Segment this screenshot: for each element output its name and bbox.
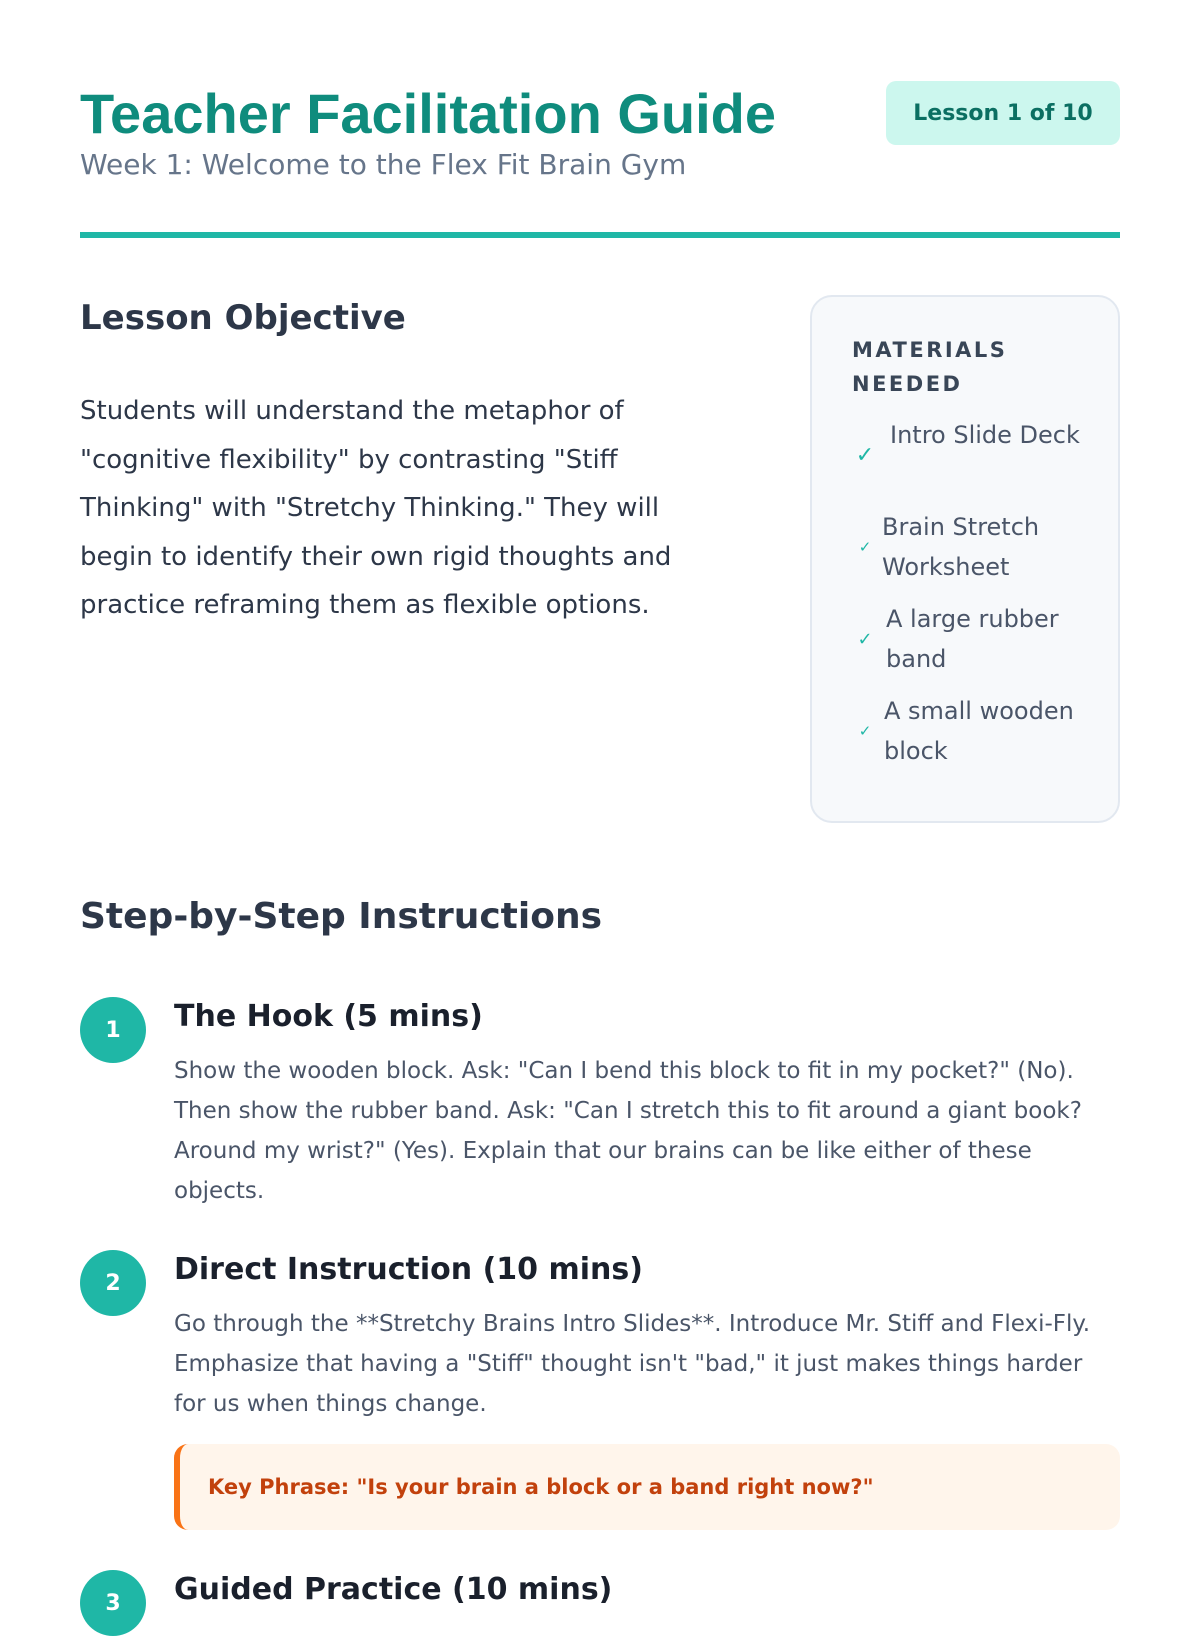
key-phrase-callout: Key Phrase: "Is your brain a block or a band right now?" bbox=[174, 1444, 1120, 1530]
check-icon: ✓ bbox=[855, 442, 875, 468]
page-subtitle: Week 1: Welcome to the Flex Fit Brain Gym bbox=[80, 148, 687, 181]
material-item bbox=[852, 691, 1092, 771]
objective-heading: Lesson Objective bbox=[80, 298, 406, 338]
step-item bbox=[80, 1250, 1120, 1540]
check-icon: ✓ bbox=[858, 722, 872, 740]
material-label: A large rubber band bbox=[886, 605, 1059, 673]
step-title: Guided Practice (10 mins) bbox=[174, 1572, 613, 1607]
check-icon: ✓ bbox=[858, 538, 872, 556]
materials-title: MATERIALS NEEDED bbox=[852, 338, 1008, 396]
material-label: Brain Stretch Worksheet bbox=[882, 513, 1040, 581]
objective-text: Students will understand the metaphor of "cognitive flexibility" by contrasting "Stiff Thinking" with "Stretchy Thinking." They will begin to identify their own rigid thoughts and practice reframing them as flexible options. bbox=[80, 396, 672, 620]
header-divider bbox=[80, 232, 1120, 238]
guide-header bbox=[80, 78, 1120, 238]
step-title: Direct Instruction (10 mins) bbox=[174, 1252, 643, 1287]
lesson-badge: Lesson 1 of 10 bbox=[886, 81, 1120, 145]
step-number: 3 bbox=[80, 1570, 146, 1636]
material-label: A small wooden block bbox=[884, 697, 1074, 765]
material-item bbox=[852, 415, 1092, 495]
facilitation-guide-page bbox=[80, 0, 1120, 1616]
check-icon: ✓ bbox=[857, 628, 873, 650]
step-title: The Hook (5 mins) bbox=[174, 999, 483, 1034]
step-number: 2 bbox=[80, 1250, 146, 1316]
material-item bbox=[852, 507, 1092, 587]
material-item bbox=[852, 599, 1092, 679]
instructions-heading: Step-by-Step Instructions bbox=[80, 896, 603, 937]
material-label: Intro Slide Deck bbox=[890, 421, 1080, 449]
step-number: 1 bbox=[80, 997, 146, 1063]
step-item bbox=[80, 997, 1120, 1207]
page-title: Teacher Facilitation Guide bbox=[80, 82, 777, 145]
materials-card bbox=[810, 295, 1120, 823]
step-body: Show the wooden block. Ask: "Can I bend this block to fit in my pocket?" (No). Then show the rubber band. Ask: "Can I stretch this to fit around a giant book? Around my wrist?" (Yes). Explain that our brains can be like either of these objects. bbox=[174, 1058, 1082, 1204]
step-body: Go through the **Stretchy Brains Intro Slides**. Introduce Mr. Stiff and Flexi-Fly. Emphasize that having a "Stiff" thought isn't "bad," it just makes things harder for us when things change. bbox=[174, 1311, 1091, 1417]
step-item bbox=[80, 1570, 1120, 1616]
